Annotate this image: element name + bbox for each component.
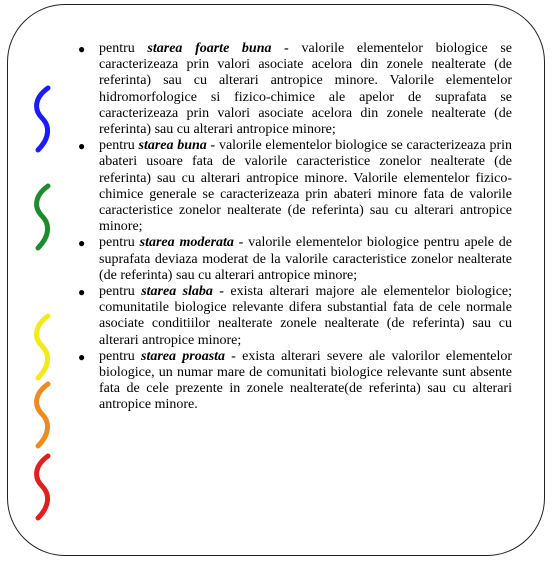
item-prefix: pentru — [99, 235, 140, 251]
green-squiggle-icon — [30, 182, 60, 252]
list-item — [78, 349, 512, 414]
status-definitions-list — [78, 41, 512, 414]
item-text: valorile elementelor biologice pentru apele de suprafata deviaza moderat de la valorile caracteristice zonelor nealterate (de referinta) sau cu alterari antropice minore; — [99, 235, 512, 283]
state-label: starea buna - — [138, 138, 216, 154]
item-prefix: pentru — [99, 348, 142, 364]
item-text: exista alterari severe ale valorilor elementelor biologice, un numar mare de comunitati biologice relevante sunt absente fata de cele prezente in zonele nealterate(de referinta) sau cu alterari antropice minore. — [99, 348, 512, 413]
bullet-icon: ● — [78, 285, 86, 300]
list-item — [78, 41, 512, 138]
bullet-icon: ● — [78, 236, 86, 251]
state-label: starea foarte buna - — [147, 41, 289, 56]
state-label: starea proasta - — [141, 348, 236, 364]
yellow-squiggle-icon — [30, 312, 60, 382]
bullet-icon: ● — [78, 42, 86, 56]
item-prefix: pentru — [99, 138, 139, 154]
state-label: starea moderata - — [139, 235, 244, 251]
list-item — [78, 235, 512, 284]
item-prefix: pentru — [99, 41, 148, 56]
bullet-icon: ● — [78, 349, 86, 364]
state-label: starea slaba - — [141, 284, 225, 300]
list-item — [78, 138, 512, 235]
item-prefix: pentru — [99, 284, 142, 300]
list-item — [78, 284, 512, 349]
bullet-icon: ● — [78, 139, 86, 154]
blue-squiggle-icon — [30, 84, 60, 154]
item-text: valorile elementelor biologice se caracterizeaza prin valori asociate acelora din zonele nealterate (de referinta) sau cu alterari antropice minore. Valorile elementelor hidromorfologice si fizico-chimice ale apelor de suprafata se caracterizeaza prin valori asociate acelora din zonele nealterate (de referinta) sau cu alterari antropice minore; — [99, 41, 513, 138]
item-text: valorile elementelor biologice se caracterizeaza prin abateri usoare fata de valorile caracteristice zonelor nealterate (de referinta) sau cu alterari antropice minore. Valorile elementelor fizico-chimice generale se caracterizeaza prin abateri minore fata de valorile caracteristice zonelor nealterate (de referinta) sau cu alterari antropice minore; — [99, 138, 512, 235]
item-text: exista alterari majore ale elementelor biologice; comunitatile biologice relevante difera substantial fata de cele normale asociate conditiilor nealterate zonele nealterate (de referinta) sau cu alterari antropice minore; — [99, 284, 513, 348]
orange-squiggle-icon — [30, 380, 60, 450]
red-squiggle-icon — [30, 452, 60, 522]
